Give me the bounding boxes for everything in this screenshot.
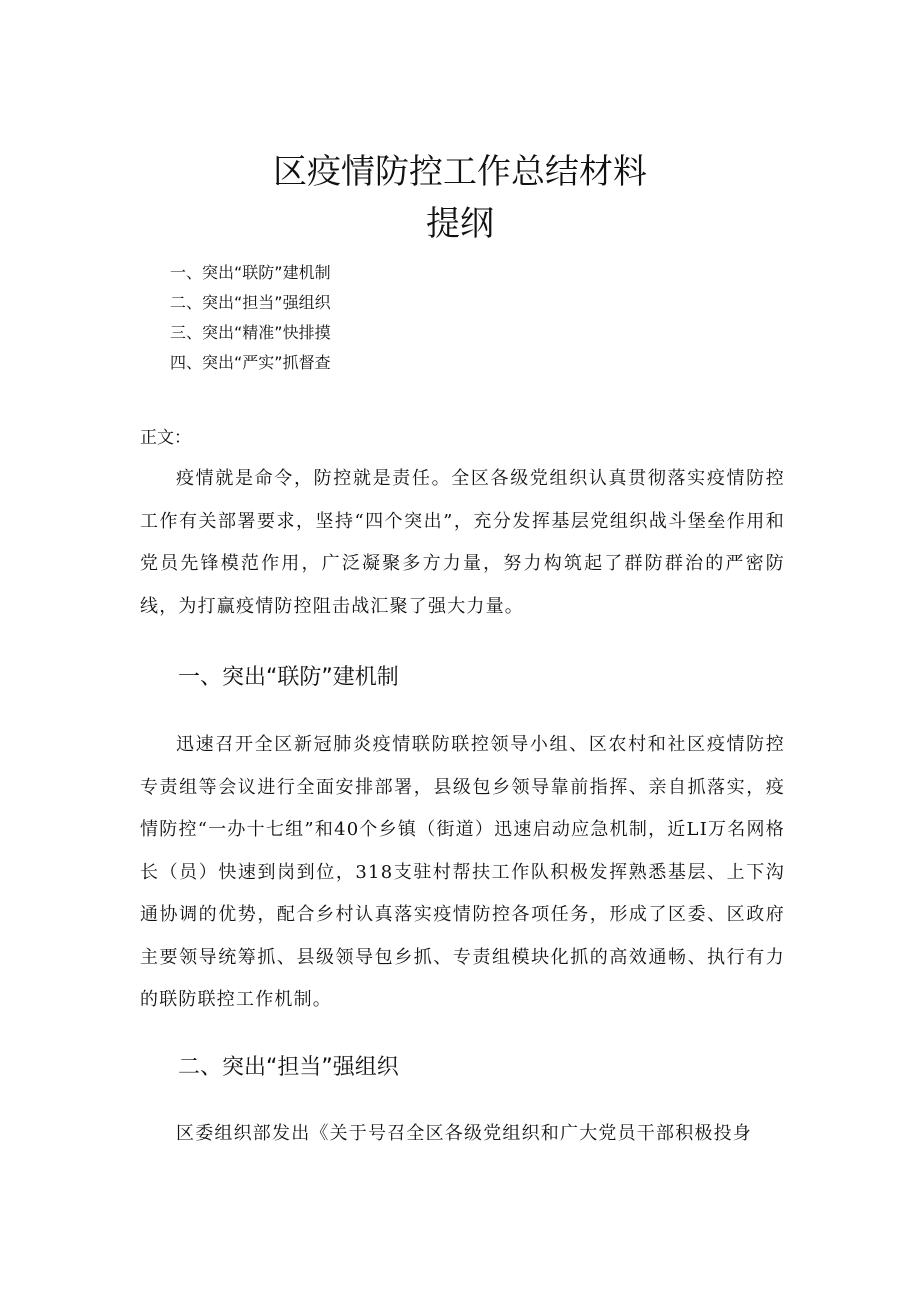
- outline-item: 二、突出“担当”强组织: [170, 293, 331, 312]
- body-label: 正文：: [140, 428, 191, 448]
- outline-item: 三、突出“精准”快排摸: [170, 323, 331, 342]
- section-heading: 一、突出“联防”建机制: [178, 665, 399, 690]
- outline-item: 一、突出“联防”建机制: [170, 263, 331, 282]
- outline-list: [170, 258, 331, 378]
- section-paragraph: 迅速召开全区新冠肺炎疫情联防联控领导小组、区农村和社区疫情防控专责组等会议进行全面安排部署，县级包乡领导靠前指挥、亲自抓落实，疫情防控“一办十七组”和40个乡镇（街道）迅速启动应急机制，近LI万名网格长（员）快速到岗到位，318支驻村帮扶工作队积极发挥熟悉基层、上下沟通协调的优势，配合乡村认真落实疫情防控各项任务，形成了区委、区政府主要领导统筹抓、县级领导包乡抓、专责组模块化抓的高效通畅、执行有力的联防联控工作机制。: [140, 734, 785, 1010]
- section-paragraph: 区委组织部发出《关于号召全区各级党组织和广大党员干部积极投身: [176, 1123, 752, 1144]
- intro-paragraph: 疫情就是命令，防控就是责任。全区各级党组织认真贯彻落实疫情防控工作有关部署要求，坚持“四个突出”，充分发挥基层党组织战斗堡垒作用和党员先锋模范作用，广泛凝聚多方力量，努力构筑起了群防群治的严密防线，为打赢疫情防控阻击战汇聚了强大力量。: [140, 468, 785, 617]
- section-heading: 二、突出“担当”强组织: [178, 1055, 399, 1080]
- document-title: 区疫情防控工作总结材料: [273, 152, 647, 192]
- outline-item: 四、突出“严实”抓督查: [170, 353, 331, 372]
- document-subtitle: 提纲: [426, 204, 494, 244]
